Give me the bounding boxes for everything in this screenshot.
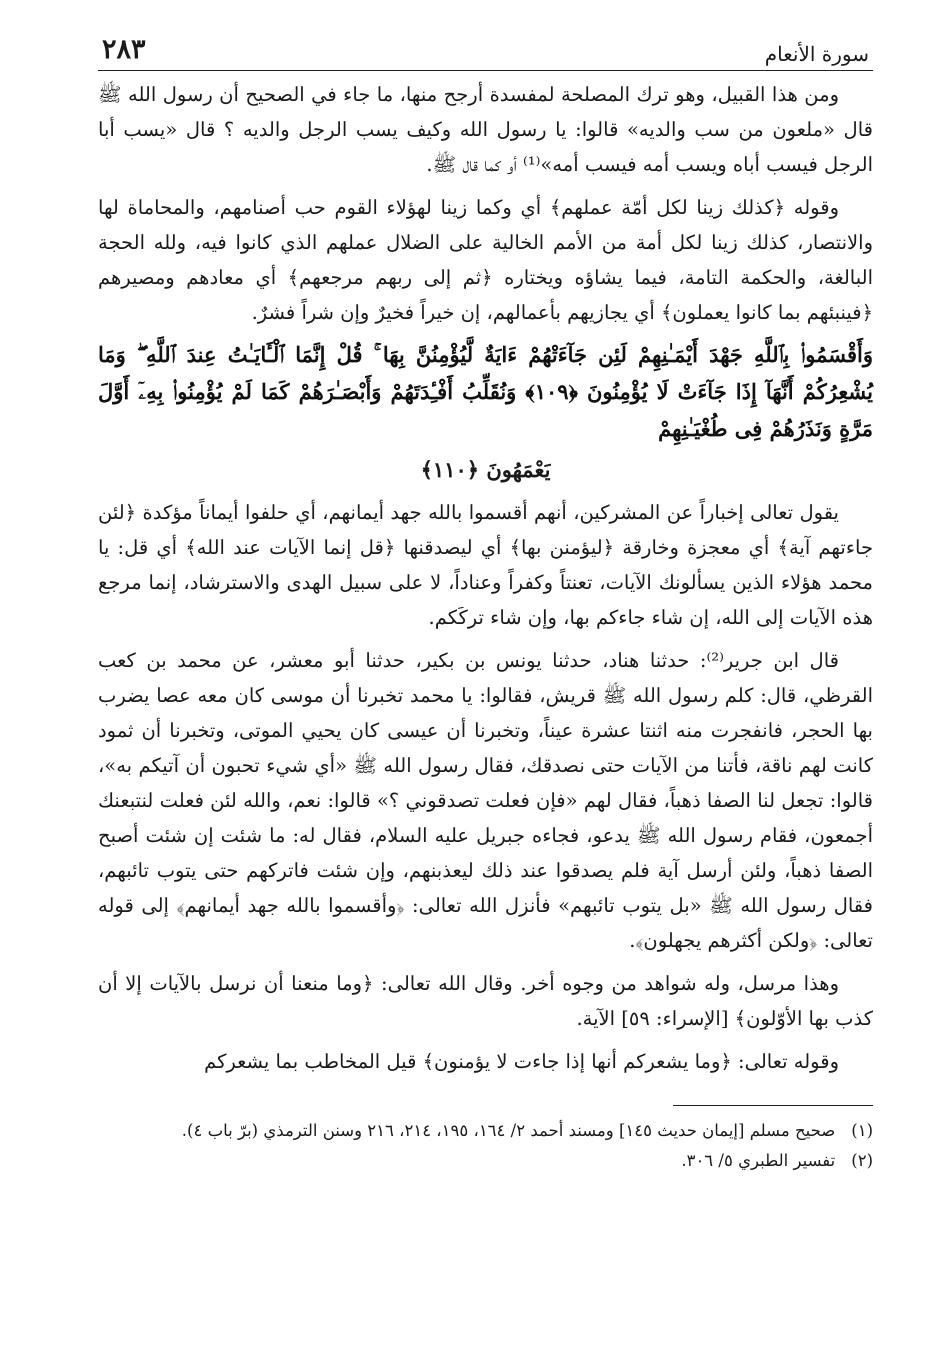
footnote [98,1146,873,1176]
page-header [98,26,873,71]
footnote-separator [673,1105,873,1106]
footnote-number: (١) [851,1121,873,1140]
surah-title: سورة الأنعام [764,42,869,66]
footnotes [98,1116,873,1176]
paragraph: وقوله تعالى: ﴿وما يشعركم أنها إذا جاءت لا يؤمنون﴾ قيل المخاطب بما يشعركم [204,1050,839,1073]
footnote [98,1116,873,1146]
paragraph: يقول تعالى إخباراً عن المشركين، أنهم أقسموا بالله جهد أيمانهم، أي حلفوا أيماناً مؤكدة ﴿لئن جاءتهم آية﴾ أي معجزة وخارقة ﴿ليؤمنن بها﴾ أي ليصدقنها ﴿قل إنما الآيات عند الله﴾ أي قل: يا محمد هؤلاء الذين يسألونك الآيات، تعنتاً وكفراً وعناداً، لا على سبيل الهدى والاسترشاد، إنما مرجع هذه الآيات إلى الله، إن شاء جاءكم بها، وإن شاء تركَكم. [98,501,873,629]
paragraph: وهذا مرسل، وله شواهد من وجوه أخر. وقال الله تعالى: ﴿وما منعنا أن نرسل بالآيات إلا أن كذب بها الأوّلون﴾ [الإسراء: ٥٩] الآية. [98,972,873,1030]
book-page [98,26,873,1344]
page-number: ٢٨٣ [102,34,146,65]
quran-verse-end: يَعْمَهُونَ ﴿١١٠﴾ [420,457,551,482]
footnote-text: صحيح مسلم [إيمان حديث ١٤٥] ومسند أحمد ٢/ ١٦٤، ١٩٥، ٢١٤، ٢١٦ وسنن الترمذي (برّ باب ٤). [181,1121,836,1140]
paragraph: قال ابن جرير⁽²⁾: حدثنا هناد، حدثنا يونس بن بكير، حدثنا أبو معشر، عن محمد بن كعب القرظي، قال: كلم رسول الله ﷺ قريش، فقالوا: يا محمد تخبرنا أن موسى كان معه عصا يضرب بها الحجر، فانفجرت منه اثنتا عشرة عيناً، وتخبرنا أن عيسى كان يحيي الموتى، وتخبرنا أن ثمود كانت لهم ناقة، فأتنا من الآيات حتى نصدقك، فقال رسول الله ﷺ «أي شيء تحبون أن آتيكم به»، قالوا: تجعل لنا الصفا ذهباً، فقال لهم «فإن فعلت تصدقوني ؟» قالوا: نعم، والله لئن فعلت لنتبعنك أجمعون، فقام رسول الله ﷺ يدعو، فجاءه جبريل عليه السلام، فقال له: ما شئت إن شئت أصبح الصفا ذهباً، ولئن أرسل آية فلم يصدقوا عند ذلك ليعذبنهم، وإن شئت فاتركهم حتى يتوب تائبهم، فقال رسول الله ﷺ «بل يتوب تائبهم» فأنزل الله تعالى: ﴿وأقسموا بالله جهد أيمانهم﴾ إلى قوله تعالى: ﴿ولكن أكثرهم يجهلون﴾. [98,649,873,952]
footnote-number: (٢) [851,1151,873,1170]
page-body [98,77,873,1079]
quran-verse: وَأَقْسَمُوا۟ بِٱللَّهِ جَهْدَ أَيْمَـٰنِهِمْ لَئِن جَآءَتْهُمْ ءَايَةٌ لَّيُؤْمِنُنَّ بِهَا ۚ قُلْ إِنَّمَا ٱلْـَٔايَـٰتُ عِندَ ٱللَّهِ ۖ وَمَا يُشْعِرُكُمْ أَنَّهَآ إِذَا جَآءَتْ لَا يُؤْمِنُونَ ﴿١٠٩﴾ وَنُقَلِّبُ أَفْـِٔدَتَهُمْ وَأَبْصَـٰرَهُمْ كَمَا لَمْ يُؤْمِنُوا۟ بِهِۦٓ أَوَّلَ مَرَّةٍ وَنَذَرُهُمْ فِى طُغْيَـٰنِهِمْ [98,342,873,441]
paragraph: وقوله ﴿كذلك زينا لكل أمّة عملهم﴾ أي وكما زينا لهؤلاء القوم حب أصنامهم، والمحاماة لها والانتصار، كذلك زينا لكل أمة من الأمم الخالية على الضلال عملهم الذي كانوا فيه، ولله الحجة البالغة، والحكمة التامة، فيما يشاؤه ويختاره ﴿ثم إلى ربهم مرجعهم﴾ أي معادهم ومصيرهم ﴿فينبئهم بما كانوا يعملون﴾ أي يجازيهم بأعمالهم، إن خيراً فخيرٌ وإن شراً فشرٌ. [98,196,873,324]
footnote-text: تفسير الطبري ٥/ ٣٠٦. [681,1151,836,1170]
paragraph: ومن هذا القبيل، وهو ترك المصلحة لمفسدة أرجح منها، ما جاء في الصحيح أن رسول الله ﷺ قال «ملعون من سب والديه» قالوا: يا رسول الله وكيف يسب الرجل والديه ؟ قال «يسب أبا الرجل فيسب أباه ويسب أمه فيسب أمه»⁽¹⁾ أو كما قال ﷺ. [98,83,873,176]
